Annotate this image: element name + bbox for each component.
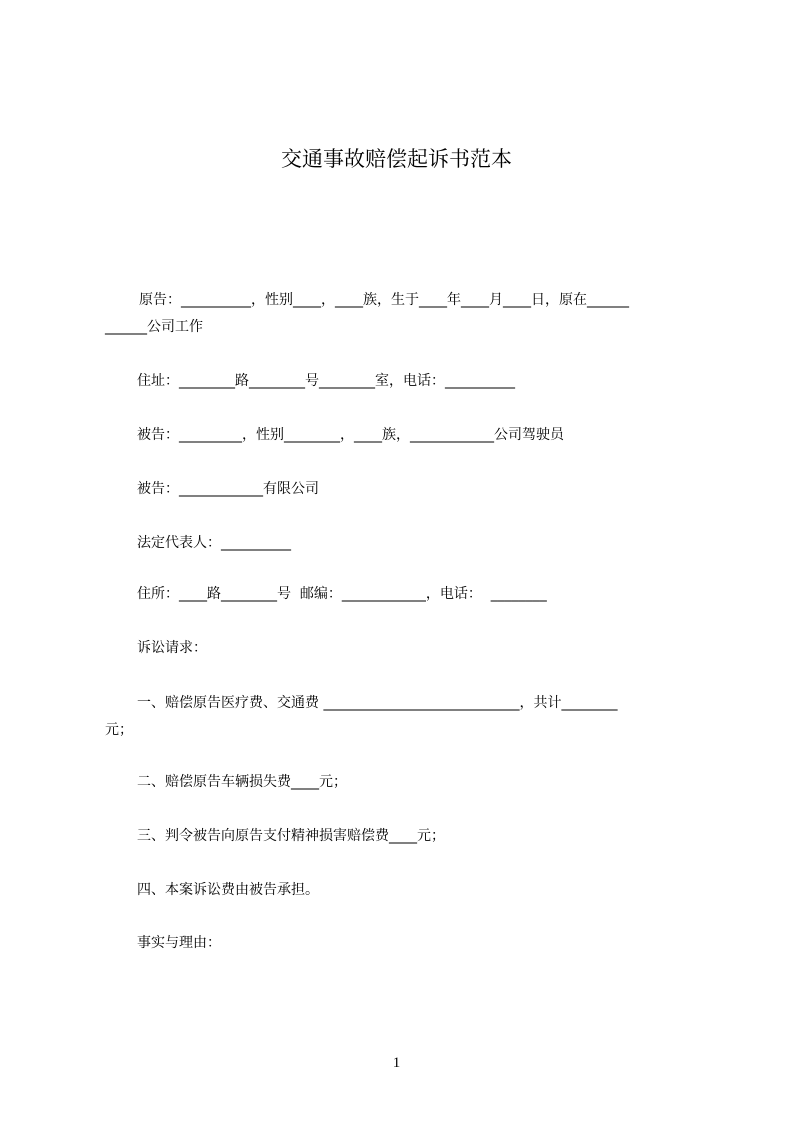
claim-2: 二、赔偿原告车辆损失费____元； xyxy=(137,774,347,790)
plaintiff-line: 原告：__________，性别____，____族，生于____年____月____日，原在______ xyxy=(139,292,629,308)
legal-rep-line: 法定代表人：__________ xyxy=(137,535,291,551)
address-line: 住址：________路________号________室，电话：__________ xyxy=(137,373,515,389)
plaintiff-line-cont: ______公司工作 xyxy=(105,319,203,335)
defendant-line-2: 被告：____________有限公司 xyxy=(137,481,319,497)
claim-1-cont: 元； xyxy=(105,722,133,738)
defendant-line-1: 被告：_________，性别________，____族，____________公司驾驶员 xyxy=(137,427,564,443)
facts-heading: 事实与理由： xyxy=(137,935,221,951)
claim-4: 四、本案诉讼费由被告承担。 xyxy=(137,882,319,898)
document-title: 交通事故赔偿起诉书范本 xyxy=(281,147,512,171)
claim-1: 一、赔偿原告医疗费、交通费 ____________________________，共计________ xyxy=(137,695,618,711)
page-number: 1 xyxy=(392,1055,401,1071)
claim-3: 三、判令被告向原告支付精神损害赔偿费____元； xyxy=(137,828,445,844)
claims-heading: 诉讼请求： xyxy=(137,640,207,656)
residence-line: 住所：____路________号 邮编：____________，电话： ________ xyxy=(137,586,547,602)
